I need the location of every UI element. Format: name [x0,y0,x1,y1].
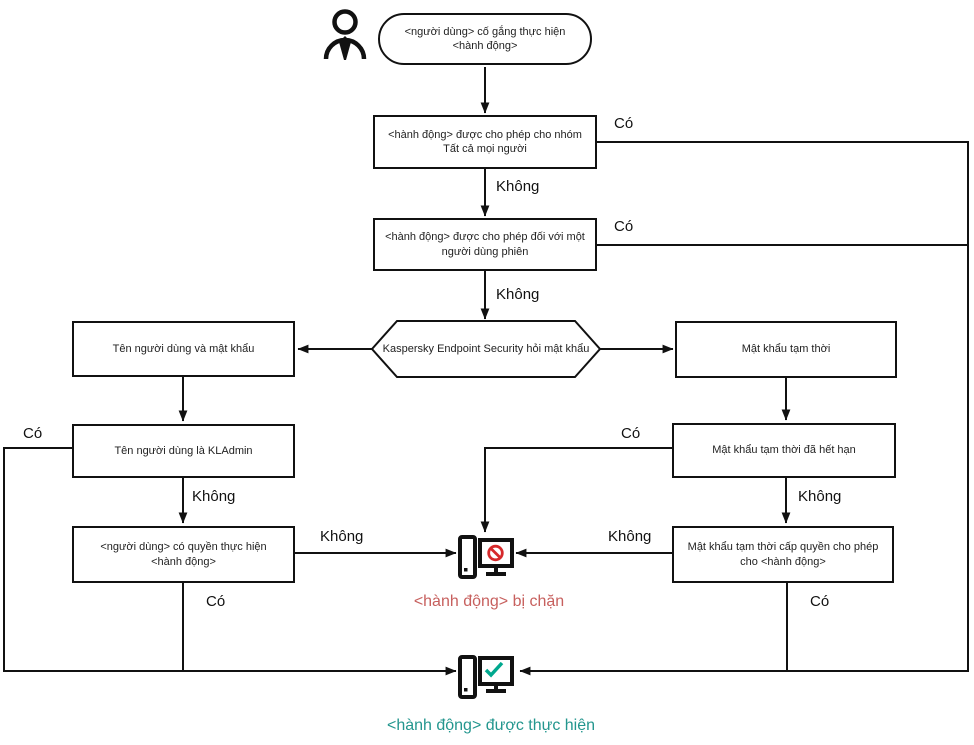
node-username-and-password: Tên người dùng và mật khẩu [72,321,295,377]
blocked-computer-icon [460,537,512,577]
node-user-has-permission: <người dùng> có quyền thực hiện <hành động> [72,526,295,583]
label-no-expired: Không [798,488,842,505]
label-no-kladmin: Không [192,488,236,505]
label-no-grant: Không [608,528,652,545]
label-yes-permission: Có [206,593,226,610]
label-yes-grant: Có [810,593,830,610]
node-username-is-kladmin: Tên người dùng là KLAdmin [72,424,295,478]
node-temporary-password-expired: Mật khẩu tạm thời đã hết hạn [672,423,896,478]
label-no-session: Không [496,286,540,303]
label-no-permission: Không [320,528,364,545]
label-no-everyone: Không [496,178,540,195]
label-yes-expired: Có [621,425,641,442]
node-allowed-for-everyone: <hành động> được cho phép cho nhóm Tất cả mọi người [373,115,597,169]
node-allowed-for-session-user: <hành động> được cho phép đối với một người dùng phiên [373,218,597,271]
node-start: <người dùng> cố gắng thực hiện <hành động> [378,13,592,65]
user-icon [326,12,364,61]
label-yes-everyone: Có [614,115,634,132]
edge-expired-yes [485,448,672,532]
label-action-executed: <hành động> được thực hiện [386,717,596,734]
label-yes-session: Có [614,218,634,235]
label-action-blocked: <hành động> bị chặn [413,593,565,610]
label-yes-kladmin: Có [23,425,43,442]
node-temporary-password: Mật khẩu tạm thời [675,321,897,378]
node-temporary-password-grants-action: Mật khẩu tạm thời cấp quyền cho phép cho <hành động> [672,526,894,583]
success-computer-icon [460,657,512,697]
node-security-asks-password: Kaspersky Endpoint Security hỏi mật khẩu [382,343,590,355]
